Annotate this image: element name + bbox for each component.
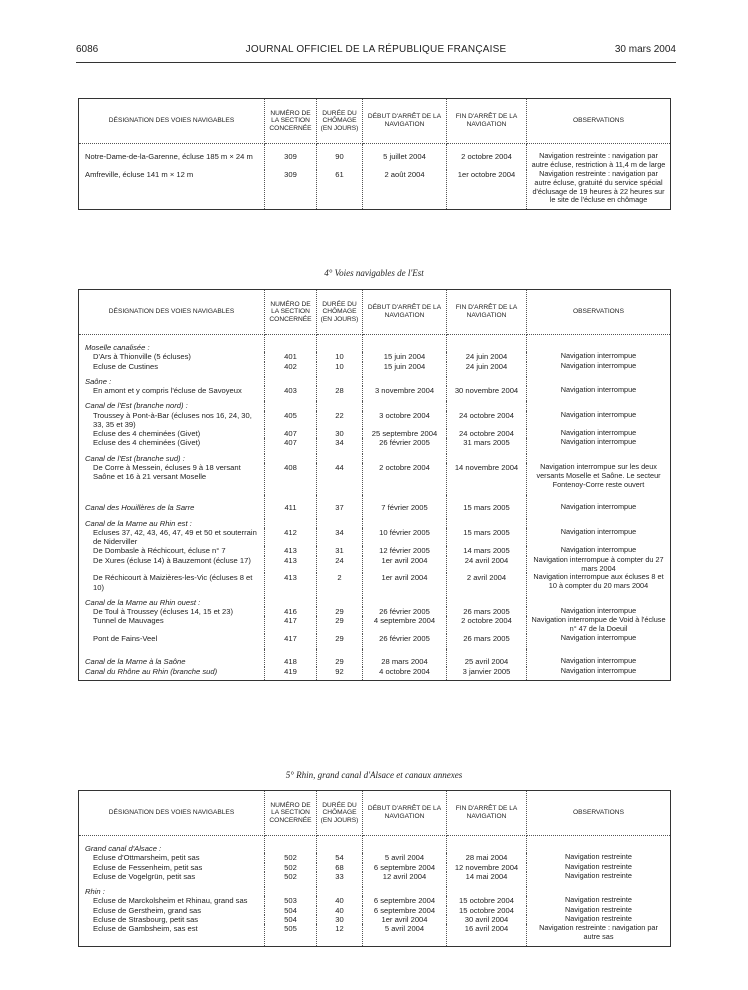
cell-debut: 12 avril 2004 [363, 872, 447, 887]
cell-fin: 2 avril 2004 [447, 573, 527, 598]
cell-observations: Navigation interrompue [527, 607, 671, 616]
cell-fin: 14 mai 2004 [447, 872, 527, 887]
cell-group [79, 519, 265, 528]
cell-empty [363, 454, 447, 463]
cell-fin: 24 avril 2004 [447, 556, 527, 574]
cell-debut: 1er avril 2004 [363, 573, 447, 598]
cell-debut: 12 février 2005 [363, 546, 447, 555]
cell-designation: Canal du Rhône au Rhin (branche sud) [79, 667, 265, 681]
col-debut: DÉBUT D'ARRÊT DE LA NAVIGATION [363, 290, 447, 335]
cell-observations: Navigation interrompue [527, 528, 671, 547]
col-debut: DÉBUT D'ARRÊT DE LA NAVIGATION [363, 791, 447, 836]
cell-group [79, 377, 265, 386]
cell-fin: 31 mars 2005 [447, 438, 527, 453]
cell-fin: 24 juin 2004 [447, 362, 527, 377]
table-row [79, 634, 671, 649]
cell-numero: 504 [265, 915, 317, 924]
group-row [79, 335, 671, 353]
cell-duree: 61 [317, 170, 363, 210]
cell-debut: 3 novembre 2004 [363, 386, 447, 401]
cell-numero: 413 [265, 556, 317, 574]
cell-designation: En amont et y compris l'écluse de Savoyeux [79, 386, 265, 401]
cell-duree: 29 [317, 649, 363, 666]
cell-empty [265, 377, 317, 386]
cell-observations: Navigation interrompue à compter du 27 mars 2004 [527, 556, 671, 574]
cell-duree: 10 [317, 362, 363, 377]
table-row [79, 362, 671, 377]
cell-fin: 15 octobre 2004 [447, 896, 527, 905]
col-duree: DURÉE DU CHÔMAGE (EN JOURS) [317, 290, 363, 335]
cell-designation: Canal des Houillères de la Sarre [79, 495, 265, 518]
cell-empty [447, 836, 527, 854]
cell-duree: 24 [317, 556, 363, 574]
cell-group [79, 454, 265, 463]
cell-empty [317, 335, 363, 353]
cell-empty [363, 377, 447, 386]
cell-empty [317, 836, 363, 854]
table-row [79, 144, 671, 170]
cell-numero: 505 [265, 924, 317, 946]
cell-empty [363, 836, 447, 854]
cell-empty [265, 836, 317, 854]
cell-observations: Navigation interrompue sur les deux versants Moselle et Saône. Le secteur Fontenoy-Corre reste ouvert [527, 463, 671, 496]
cell-duree: 29 [317, 607, 363, 616]
cell-designation: Ecluses 37, 42, 43, 46, 47, 49 et 50 et souterrain de Niderviller [79, 528, 265, 547]
cell-numero: 401 [265, 352, 317, 361]
cell-fin: 3 janvier 2005 [447, 667, 527, 681]
cell-empty [363, 887, 447, 896]
col-duree: DURÉE DU CHÔMAGE (EN JOURS) [317, 99, 363, 144]
cell-designation: Amfreville, écluse 141 m × 12 m [79, 170, 265, 210]
cell-duree: 33 [317, 872, 363, 887]
cell-fin: 14 mars 2005 [447, 546, 527, 555]
cell-empty [265, 454, 317, 463]
table-row [79, 616, 671, 634]
cell-observations: Navigation restreinte : navigation par autre écluse, restriction à 11,4 m de large [527, 144, 671, 170]
cell-designation: Ecluse de Strasbourg, petit sas [79, 915, 265, 924]
cell-numero: 402 [265, 362, 317, 377]
cell-observations: Navigation interrompue [527, 352, 671, 361]
cell-numero: 416 [265, 607, 317, 616]
cell-fin: 12 novembre 2004 [447, 863, 527, 872]
cell-debut: 28 mars 2004 [363, 649, 447, 666]
cell-debut: 26 février 2005 [363, 634, 447, 649]
cell-duree: 40 [317, 896, 363, 905]
cell-observations: Navigation restreinte [527, 896, 671, 905]
table-row [79, 667, 671, 681]
cell-debut: 4 septembre 2004 [363, 616, 447, 634]
table-row [79, 386, 671, 401]
cell-fin: 16 avril 2004 [447, 924, 527, 946]
table-row [79, 170, 671, 210]
table-row [79, 924, 671, 946]
col-numero: NUMÉRO DE LA SECTION CONCERNÉE [265, 290, 317, 335]
group-label: Canal de la Marne au Rhin ouest : [85, 597, 201, 607]
cell-fin: 28 mai 2004 [447, 853, 527, 862]
cell-duree: 30 [317, 915, 363, 924]
cell-fin: 30 avril 2004 [447, 915, 527, 924]
cell-fin: 15 mars 2005 [447, 528, 527, 547]
cell-empty [447, 519, 527, 528]
col-observations: OBSERVATIONS [527, 99, 671, 144]
cell-designation: Troussey à Pont-à-Bar (écluses nos 16, 24, 30, 33, 35 et 39) [79, 411, 265, 430]
cell-numero: 411 [265, 495, 317, 518]
cell-empty [363, 335, 447, 353]
cell-observations: Navigation restreinte [527, 853, 671, 862]
cell-observations: Navigation restreinte [527, 915, 671, 924]
cell-fin: 2 octobre 2004 [447, 616, 527, 634]
cell-debut: 15 juin 2004 [363, 362, 447, 377]
cell-debut: 2 octobre 2004 [363, 463, 447, 496]
cell-debut: 1er avril 2004 [363, 915, 447, 924]
cell-observations: Navigation restreinte [527, 872, 671, 887]
cell-numero: 502 [265, 853, 317, 862]
col-fin: FIN D'ARRÊT DE LA NAVIGATION [447, 99, 527, 144]
cell-duree: 22 [317, 411, 363, 430]
cell-numero: 503 [265, 896, 317, 905]
cell-designation: Ecluse des 4 cheminées (Givet) [79, 438, 265, 453]
cell-empty [265, 598, 317, 607]
header-rule [76, 62, 676, 63]
cell-designation: Ecluse de Fessenheim, petit sas [79, 863, 265, 872]
cell-numero: 504 [265, 906, 317, 915]
cell-numero: 407 [265, 438, 317, 453]
cell-empty [265, 401, 317, 410]
group-label: Saône : [85, 376, 112, 386]
cell-fin: 24 juin 2004 [447, 352, 527, 361]
cell-duree: 34 [317, 438, 363, 453]
cell-empty [447, 335, 527, 353]
cell-fin: 26 mars 2005 [447, 634, 527, 649]
cell-group [79, 598, 265, 607]
cell-duree: 92 [317, 667, 363, 681]
cell-empty [363, 519, 447, 528]
navigation-table-est [78, 289, 671, 681]
cell-empty [317, 887, 363, 896]
table-row [79, 438, 671, 453]
cell-debut: 5 avril 2004 [363, 924, 447, 946]
cell-empty [527, 335, 671, 353]
cell-observations: Navigation interrompue [527, 429, 671, 438]
cell-debut: 3 octobre 2004 [363, 411, 447, 430]
cell-fin: 1er octobre 2004 [447, 170, 527, 210]
cell-observations: Navigation interrompue [527, 667, 671, 681]
cell-group [79, 401, 265, 410]
cell-fin: 14 novembre 2004 [447, 463, 527, 496]
cell-duree: 10 [317, 352, 363, 361]
group-label: Grand canal d'Alsace : [85, 844, 162, 853]
group-label: Canal de l'Est (branche nord) : [85, 401, 188, 411]
col-debut: DÉBUT D'ARRÊT DE LA NAVIGATION [363, 99, 447, 144]
col-fin: FIN D'ARRÊT DE LA NAVIGATION [447, 791, 527, 836]
cell-empty [447, 598, 527, 607]
col-designation: DÉSIGNATION DES VOIES NAVIGABLES [79, 791, 265, 836]
cell-designation: Ecluse d'Ottmarsheim, petit sas [79, 853, 265, 862]
cell-designation: Ecluse de Gerstheim, grand sas [79, 906, 265, 915]
page-number: 6086 [76, 44, 99, 55]
section-title-4: 4° Voies navigables de l'Est [324, 268, 424, 278]
cell-empty [265, 519, 317, 528]
cell-debut: 2 août 2004 [363, 170, 447, 210]
cell-designation: De Toul à Troussey (écluses 14, 15 et 23) [79, 607, 265, 616]
cell-duree: 37 [317, 495, 363, 518]
cell-fin: 15 mars 2005 [447, 495, 527, 518]
cell-empty [447, 887, 527, 896]
cell-numero: 417 [265, 634, 317, 649]
section-title-5: 5° Rhin, grand canal d'Alsace et canaux annexes [285, 770, 463, 780]
table-row [79, 556, 671, 574]
cell-observations: Navigation restreinte : navigation par autre sas [527, 924, 671, 946]
cell-debut: 26 février 2005 [363, 607, 447, 616]
cell-empty [317, 377, 363, 386]
cell-designation: Ecluse de Vogelgrün, petit sas [79, 872, 265, 887]
cell-fin: 2 octobre 2004 [447, 144, 527, 170]
cell-debut: 7 février 2005 [363, 495, 447, 518]
cell-numero: 309 [265, 170, 317, 210]
cell-observations: Navigation interrompue [527, 362, 671, 377]
table-row [79, 528, 671, 547]
cell-observations: Navigation restreinte [527, 906, 671, 915]
cell-designation: De Xures (écluse 14) à Bauzemont (écluse 17) [79, 556, 265, 574]
cell-fin: 30 novembre 2004 [447, 386, 527, 401]
cell-debut: 4 octobre 2004 [363, 667, 447, 681]
cell-empty [447, 454, 527, 463]
cell-designation: De Réchicourt à Maizières-les-Vic (écluses 8 et 10) [79, 573, 265, 598]
group-label: Rhin : [85, 887, 105, 896]
cell-numero: 418 [265, 649, 317, 666]
cell-numero: 419 [265, 667, 317, 681]
cell-debut: 6 septembre 2004 [363, 896, 447, 905]
cell-designation: Ecluse de Gambsheim, sas est [79, 924, 265, 946]
cell-debut: 1er avril 2004 [363, 556, 447, 574]
cell-debut: 15 juin 2004 [363, 352, 447, 361]
cell-observations: Navigation interrompue [527, 634, 671, 649]
cell-numero: 405 [265, 411, 317, 430]
cell-designation: De Corre à Messein, écluses 9 à 18 versant Saône et 16 à 21 versant Moselle [79, 463, 265, 496]
cell-designation: De Dombasle à Réchicourt, écluse n° 7 [79, 546, 265, 555]
cell-observations: Navigation interrompue de Void à l'écluse n° 47 de la Doeuil [527, 616, 671, 634]
group-row [79, 836, 671, 854]
col-numero: NUMÉRO DE LA SECTION CONCERNÉE [265, 99, 317, 144]
cell-numero: 309 [265, 144, 317, 170]
cell-duree: 30 [317, 429, 363, 438]
cell-debut: 5 avril 2004 [363, 853, 447, 862]
cell-debut: 6 septembre 2004 [363, 863, 447, 872]
cell-empty [447, 377, 527, 386]
cell-observations: Navigation interrompue aux écluses 8 et 10 à compter du 20 mars 2004 [527, 573, 671, 598]
cell-designation: Tunnel de Mauvages [79, 616, 265, 634]
navigation-table-1 [78, 98, 671, 210]
issue-date: 30 mars 2004 [614, 44, 676, 55]
cell-empty [317, 519, 363, 528]
cell-empty [363, 598, 447, 607]
cell-numero: 413 [265, 546, 317, 555]
cell-group [79, 335, 265, 353]
col-observations: OBSERVATIONS [527, 791, 671, 836]
cell-empty [527, 836, 671, 854]
cell-duree: 90 [317, 144, 363, 170]
cell-empty [317, 598, 363, 607]
cell-numero: 408 [265, 463, 317, 496]
col-fin: FIN D'ARRÊT DE LA NAVIGATION [447, 290, 527, 335]
col-duree: DURÉE DU CHÔMAGE (EN JOURS) [317, 791, 363, 836]
cell-empty [317, 454, 363, 463]
cell-designation: Canal de la Marne à la Saône [79, 649, 265, 666]
cell-fin: 24 octobre 2004 [447, 429, 527, 438]
cell-empty [265, 887, 317, 896]
cell-duree: 68 [317, 863, 363, 872]
cell-observations: Navigation interrompue [527, 546, 671, 555]
cell-empty [447, 401, 527, 410]
cell-fin: 25 avril 2004 [447, 649, 527, 666]
cell-observations: Navigation restreinte : navigation par autre écluse, gratuité du service spécial d'éclusage de 19 heures à 22 heures sur le site de l'écluse en chômage [527, 170, 671, 210]
navigation-table-rhin [78, 790, 671, 947]
table-row [79, 872, 671, 887]
cell-designation: Pont de Fains-Veel [79, 634, 265, 649]
cell-designation: Ecluse de Marckolsheim et Rhinau, grand sas [79, 896, 265, 905]
cell-numero: 502 [265, 872, 317, 887]
cell-duree: 29 [317, 634, 363, 649]
table-row [79, 649, 671, 666]
page-header [76, 44, 676, 60]
group-label: Canal de l'Est (branche sud) : [85, 453, 185, 463]
cell-duree: 2 [317, 573, 363, 598]
cell-observations: Navigation interrompue [527, 649, 671, 666]
cell-debut: 26 février 2005 [363, 438, 447, 453]
cell-designation: Ecluse des 4 cheminées (Givet) [79, 429, 265, 438]
cell-observations: Navigation interrompue [527, 438, 671, 453]
table-row [79, 411, 671, 430]
cell-debut: 25 septembre 2004 [363, 429, 447, 438]
col-designation: DÉSIGNATION DES VOIES NAVIGABLES [79, 99, 265, 144]
cell-observations: Navigation restreinte [527, 863, 671, 872]
cell-designation: Notre-Dame-de-la-Garenne, écluse 185 m × 24 m [79, 144, 265, 170]
group-label: Canal de la Marne au Rhin est : [85, 518, 192, 528]
cell-duree: 29 [317, 616, 363, 634]
group-label: Moselle canalisée : [85, 343, 150, 352]
cell-duree: 34 [317, 528, 363, 547]
cell-group [79, 836, 265, 854]
cell-duree: 44 [317, 463, 363, 496]
cell-duree: 40 [317, 906, 363, 915]
cell-numero: 502 [265, 863, 317, 872]
cell-empty [363, 401, 447, 410]
table-row [79, 573, 671, 598]
cell-empty [265, 335, 317, 353]
table-row [79, 495, 671, 518]
cell-observations: Navigation interrompue [527, 411, 671, 430]
cell-fin: 24 octobre 2004 [447, 411, 527, 430]
cell-duree: 28 [317, 386, 363, 401]
cell-empty [317, 401, 363, 410]
col-numero: NUMÉRO DE LA SECTION CONCERNÉE [265, 791, 317, 836]
cell-duree: 12 [317, 924, 363, 946]
cell-debut: 5 juillet 2004 [363, 144, 447, 170]
cell-group [79, 887, 265, 896]
cell-debut: 10 février 2005 [363, 528, 447, 547]
cell-duree: 31 [317, 546, 363, 555]
journal-title: JOURNAL OFFICIEL DE LA RÉPUBLIQUE FRANÇAISE [245, 44, 507, 55]
cell-numero: 407 [265, 429, 317, 438]
cell-duree: 54 [317, 853, 363, 862]
cell-observations: Navigation interrompue [527, 386, 671, 401]
col-designation: DÉSIGNATION DES VOIES NAVIGABLES [79, 290, 265, 335]
cell-designation: Ecluse de Custines [79, 362, 265, 377]
cell-observations: Navigation interrompue [527, 495, 671, 518]
cell-debut: 6 septembre 2004 [363, 906, 447, 915]
table-row [79, 463, 671, 496]
cell-fin: 15 octobre 2004 [447, 906, 527, 915]
cell-numero: 417 [265, 616, 317, 634]
cell-fin: 26 mars 2005 [447, 607, 527, 616]
cell-numero: 413 [265, 573, 317, 598]
col-observations: OBSERVATIONS [527, 290, 671, 335]
cell-numero: 412 [265, 528, 317, 547]
cell-numero: 403 [265, 386, 317, 401]
cell-designation: D'Ars à Thionville (5 écluses) [79, 352, 265, 361]
